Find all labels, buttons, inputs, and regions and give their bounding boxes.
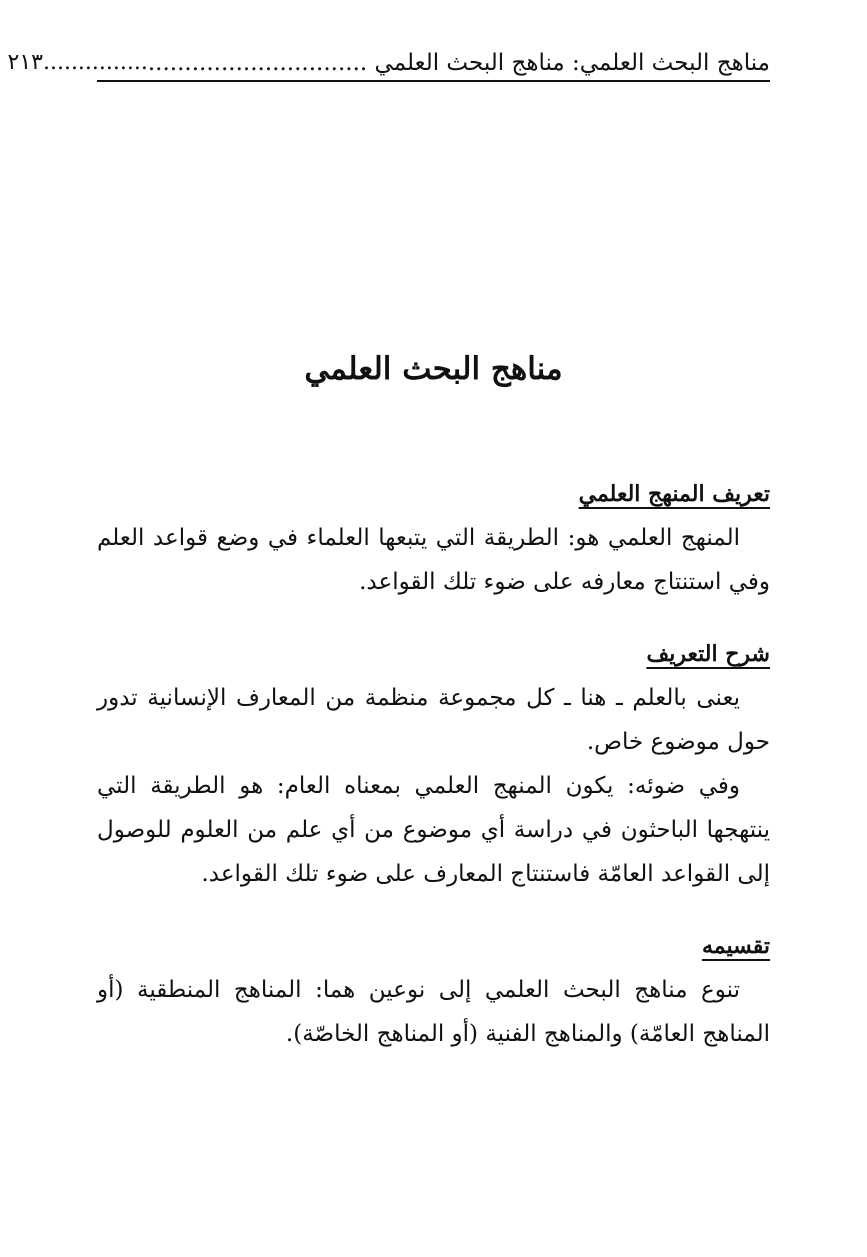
- section-heading: تقسيمه: [701, 933, 770, 959]
- page-number: ٢١٣...............: [7, 50, 148, 75]
- running-header: [7, 42, 770, 82]
- section-gap: [97, 896, 770, 924]
- paragraph: المنهج العلمي هو: الطريقة التي يتبعها العلماء في وضع قواعد العلم وفي استنتاج معارفه على ضوء تلك القواعد.: [97, 525, 770, 595]
- paragraph: وفي ضوئه: يكون المنهج العلمي بمعناه العام: هو الطريقة التي ينتهجها الباحثون في دراسة أي موضوع من أي علم من العلوم للوصول إلى القواعد العامّة فاستنتاج المعارف على ضوء تلك القواعد.: [97, 773, 770, 887]
- section-explanation: [97, 632, 770, 896]
- section-gap: [97, 604, 770, 632]
- section-heading: تعريف المنهج العلمي: [578, 481, 770, 507]
- paragraph: يعنى بالعلم ـ هنا ـ كل مجموعة منظمة من المعارف الإنسانية تدور حول موضوع خاص.: [97, 685, 770, 755]
- page-body: [97, 472, 770, 1056]
- running-title: مناهج البحث العلمي: مناهج البحث العلمي ..............................: [147, 50, 770, 76]
- section-division: [97, 924, 770, 1056]
- paragraph: تنوع مناهج البحث العلمي إلى نوعين هما: المناهج المنطقية (أو المناهج العامّة) والمناهج الفنية (أو المناهج الخاصّة).: [97, 977, 770, 1047]
- section-definition: [97, 472, 770, 604]
- chapter-title: مناهج البحث العلمي: [304, 350, 563, 387]
- section-heading: شرح التعريف: [646, 641, 770, 667]
